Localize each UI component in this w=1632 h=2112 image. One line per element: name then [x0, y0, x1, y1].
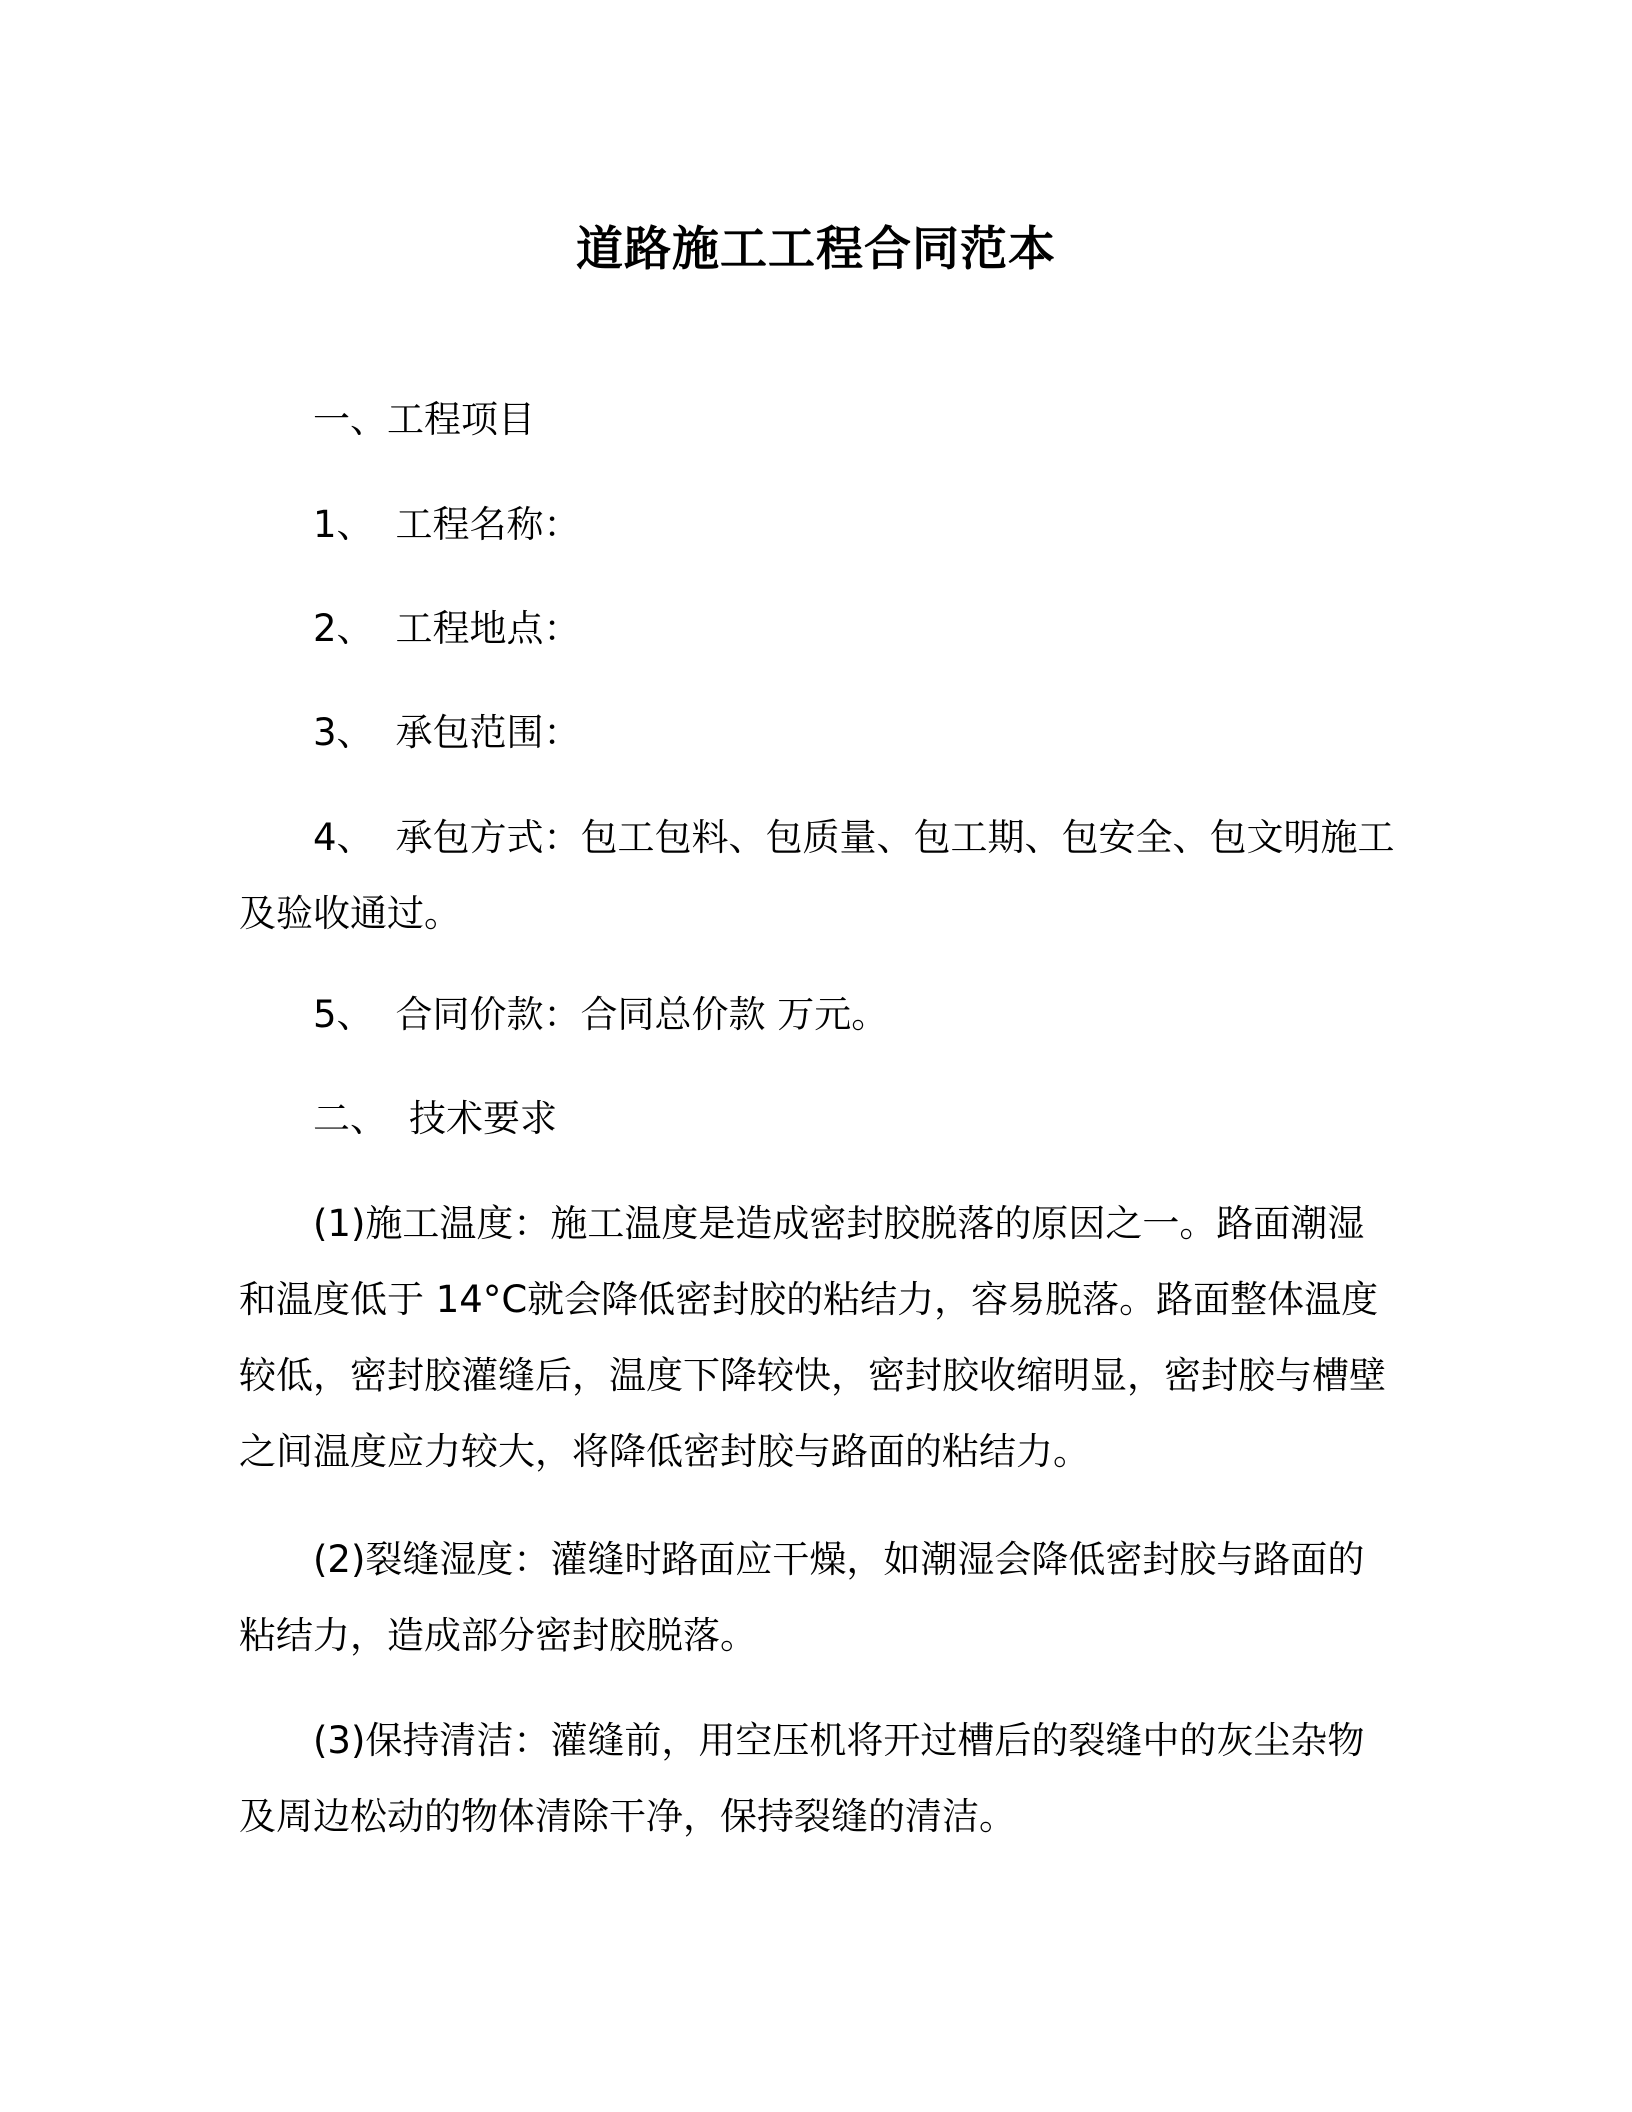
section-heading-number: 二、 — [313, 1097, 387, 1140]
document-title: 道路施工工程合同范本 — [576, 222, 1056, 277]
list-item-project-location — [313, 604, 581, 654]
list-item-text: 合同价款：合同总价款 万元。 — [395, 993, 889, 1036]
list-item-number: 4、 — [313, 816, 374, 859]
paragraph-construction-temperature: (1)施工温度：施工温度是造成密封胶脱落的原因之一。路面潮湿和温度低于 14°C就会降低密封胶的粘结力，容易脱落。路面整体温度较低，密封胶灌缝后，温度下降较快，密封胶收缩明显，密封胶与槽壁之间温度应力较大，将降低密封胶与路面的粘结力。 — [239, 1202, 1386, 1473]
section-heading-text: 技术要求 — [409, 1097, 557, 1140]
list-item-number: 3、 — [313, 711, 374, 754]
list-item-number: 5、 — [313, 993, 374, 1036]
list-item-text: 承包方式：包工包料、包质量、包工期、包安全、包文明施工及验收通过。 — [239, 816, 1395, 935]
section-heading-project: 一、工程项目 — [313, 398, 535, 441]
list-item-text: 承包范围： — [395, 711, 581, 754]
list-item-contract-price — [313, 990, 888, 1040]
paragraph-crack-humidity: (2)裂缝湿度：灌缝时路面应干燥，如潮湿会降低密封胶与路面的粘结力，造成部分密封胶脱落。 — [239, 1538, 1365, 1657]
list-item-contract-method — [239, 800, 1399, 952]
list-item-text: 工程名称： — [395, 503, 581, 546]
paragraph-keep-clean: (3)保持清洁：灌缝前，用空压机将开过槽后的裂缝中的灰尘杂物及周边松动的物体清除干净，保持裂缝的清洁。 — [239, 1719, 1365, 1838]
list-item-contract-scope — [313, 708, 581, 758]
list-item-text: 工程地点： — [395, 607, 581, 650]
list-item-project-name — [313, 500, 581, 550]
list-item-number: 2、 — [313, 607, 374, 650]
section-heading-technical — [313, 1094, 557, 1144]
list-item-number: 1、 — [313, 503, 374, 546]
